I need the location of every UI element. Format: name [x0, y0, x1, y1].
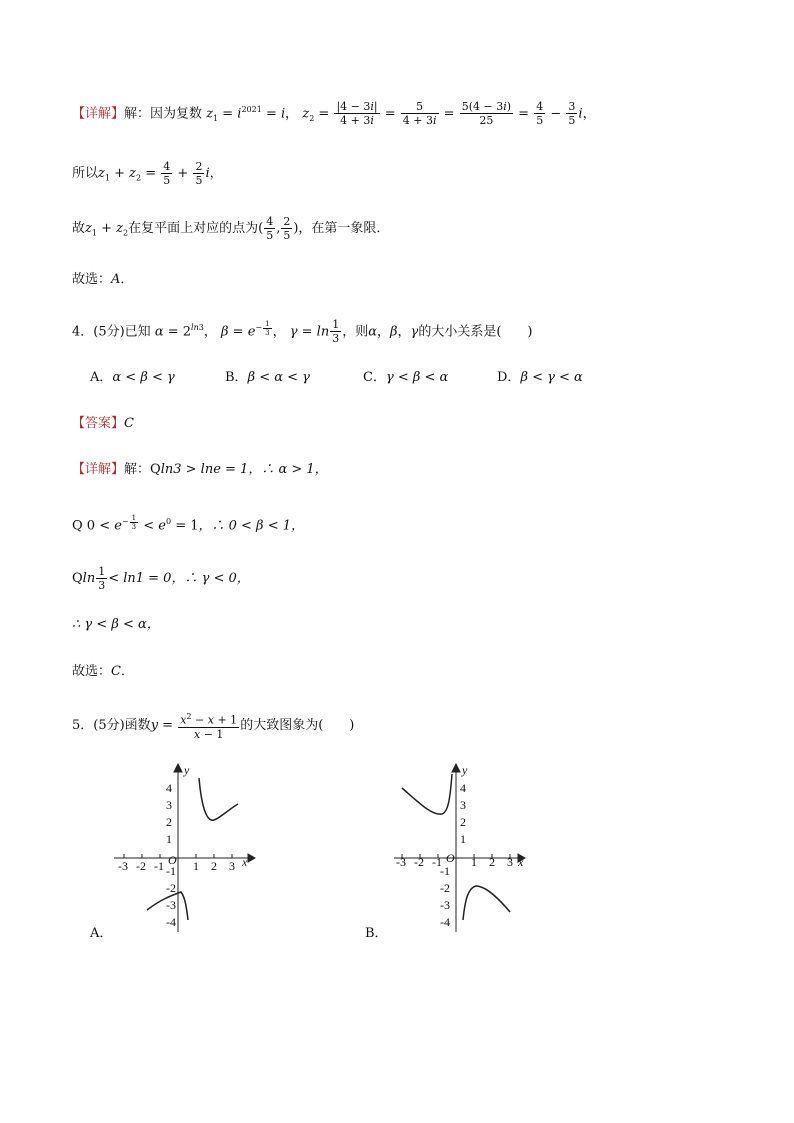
- q3-detail-line2: 所以$z_1 + z_2$ = $\frac{4}{5}$ + $\frac{2}{5}$ i，: [72, 160, 223, 187]
- q4-detail-line1: 【详解】解：Qln3 > lne = 1，∴ α > 1，: [72, 462, 328, 477]
- svg-text:2: 2: [460, 815, 466, 829]
- svg-text:-1: -1: [432, 855, 442, 869]
- svg-text:y: y: [462, 763, 468, 777]
- svg-text:-3: -3: [118, 859, 128, 873]
- svg-text:-1: -1: [154, 859, 164, 873]
- y-axis-arrow-icon: [174, 764, 182, 772]
- svg-text:-1: -1: [166, 864, 176, 878]
- svg-text:-1: -1: [440, 864, 450, 878]
- svg-text:1: 1: [193, 859, 199, 873]
- x-axis-arrow-icon: [248, 854, 255, 862]
- svg-text:-2: -2: [414, 855, 424, 869]
- detail-tag: 【详解】: [72, 106, 125, 122]
- svg-text:3: 3: [507, 855, 513, 869]
- q4-choice-line: 故选：C．: [72, 664, 134, 679]
- q4-detail-line4: ∴ γ < β < α，: [72, 617, 160, 632]
- q4-option-a[interactable]: A．α < β < γ: [90, 370, 175, 385]
- q3-choice-line: 故选：A．: [72, 272, 134, 287]
- svg-text:3: 3: [229, 859, 235, 873]
- svg-text:2: 2: [166, 815, 172, 829]
- graph-a-label: A．: [90, 926, 113, 941]
- q4-detail-line2: Q $0 < e^{- \frac{1}{3}}$ < $e^0 = 1$，∴ 0 < β < 1，: [72, 513, 305, 534]
- q4-option-b[interactable]: B．β < α < γ: [225, 370, 310, 385]
- q4-option-d[interactable]: D．β < γ < α: [497, 370, 583, 385]
- q4-stem: 4．(5分)已知 $\alpha = 2^{ln3}$， $\beta = e^{- \frac{1}{3}}$ ， γ = ln $\frac{1}{3}$ ，则α，β，γ的大小关系是( ): [72, 318, 533, 346]
- graph-b[interactable]: [390, 760, 540, 935]
- y-axis-arrow-icon: [452, 764, 460, 772]
- svg-text:4: 4: [460, 781, 466, 795]
- svg-text:x: x: [518, 855, 524, 869]
- svg-text:-2: -2: [166, 881, 176, 895]
- curve-right-branch: [199, 778, 238, 820]
- q4-answer: 【答案】C: [72, 416, 134, 431]
- curve-right-branch: [463, 886, 510, 920]
- svg-text:-4: -4: [440, 915, 450, 929]
- svg-text:-3: -3: [440, 898, 450, 912]
- svg-text:4: 4: [166, 781, 172, 795]
- graph-a[interactable]: [110, 760, 260, 935]
- svg-text:1: 1: [460, 832, 466, 846]
- curve-left-branch: [402, 774, 452, 814]
- svg-text:-2: -2: [136, 859, 146, 873]
- svg-text:-3: -3: [166, 898, 176, 912]
- svg-text:-2: -2: [440, 881, 450, 895]
- q3-detail-line3: 故$z_1 + z_2$在复平面上对应的点为( $\frac{4}{5}$ , $\frac{2}{5}$ )，在第一象限．: [72, 215, 390, 242]
- q4-option-c[interactable]: C．γ < β < α: [363, 370, 449, 385]
- q5-stem: 5．(5分)函数y = $\frac{x^2 - x + 1}{x - 1}$ 的大致图象为( ): [72, 712, 355, 741]
- svg-text:O: O: [446, 851, 455, 865]
- svg-text:3: 3: [460, 798, 466, 812]
- svg-text:3: 3: [166, 798, 172, 812]
- svg-text:1: 1: [166, 832, 172, 846]
- svg-text:y: y: [184, 763, 190, 777]
- graph-b-label: B．: [365, 926, 388, 941]
- q4-detail-line3: Qln $\frac{1}{3}$ < ln1 = 0，∴ γ < 0，: [72, 565, 250, 592]
- q3-detail-line1: 【详解】解：因为复数 $z_1 = i^{2021} = i$， $z_2$ = $\frac{|4 - 3i|}{4 + 3i}$ = $\frac{5}{4 + 3i}$ = $\frac{5(4 - 3i)}{25}$ = $\frac{4}{5}$ − $\frac{3}{5}$ i，: [72, 100, 596, 128]
- svg-text:-4: -4: [166, 915, 176, 929]
- svg-text:2: 2: [211, 859, 217, 873]
- svg-text:1: 1: [471, 855, 477, 869]
- svg-text:O: O: [168, 853, 177, 867]
- svg-text:-3: -3: [396, 855, 406, 869]
- svg-text:2: 2: [489, 855, 495, 869]
- svg-text:x: x: [242, 855, 248, 869]
